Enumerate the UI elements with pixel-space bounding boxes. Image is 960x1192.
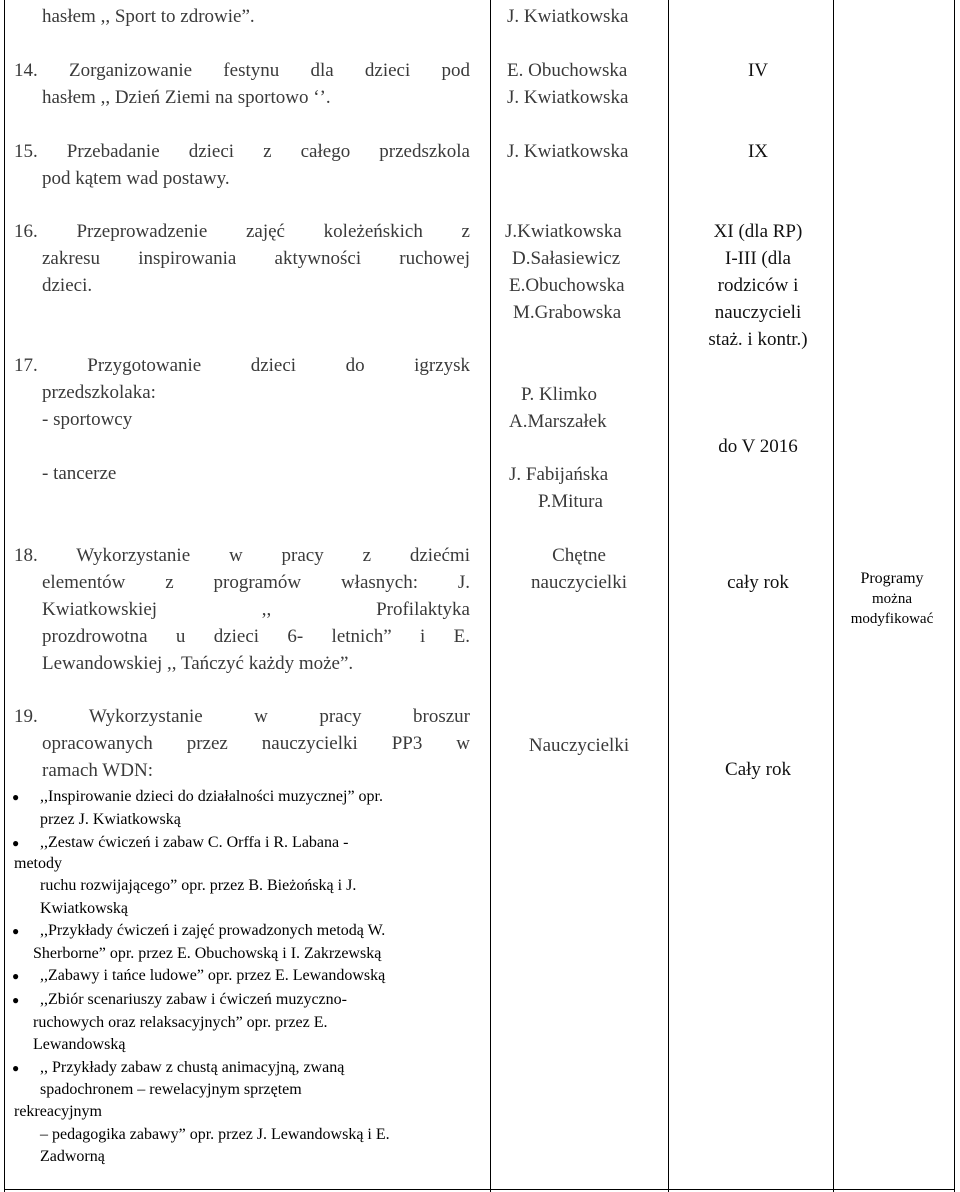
- item-text: - tancerze: [42, 463, 117, 484]
- bullet-item-cont: Sherborne” opr. przez E. Obuchowską i I. Zakrzewską: [33, 945, 382, 962]
- item-text: pod kątem wad postawy.: [42, 168, 230, 189]
- bullet-item-cont: spadochronem – rewelacyjnym sprzętem: [40, 1081, 302, 1098]
- responsible-person: nauczycielki: [530, 572, 627, 593]
- responsible-person: M.Grabowska: [513, 302, 622, 323]
- item-text: 14. Zorganizowanie festynu dla dzieci pod: [14, 60, 470, 81]
- term-text: staż. i kontr.): [708, 329, 808, 350]
- responsible-person: E. Obuchowska: [507, 60, 628, 81]
- term-text: cały rok: [727, 572, 789, 593]
- term-text: IX: [747, 141, 769, 162]
- note-text: można: [872, 591, 912, 607]
- table-border-left: [4, 0, 5, 1192]
- responsible-person: E.Obuchowska: [509, 275, 625, 296]
- responsible-person: J.Kwiatkowska: [505, 221, 622, 242]
- item-text: 19. Wykorzystanie w pracy broszur: [14, 706, 470, 727]
- bullet-item-cont: – pedagogika zabawy” opr. przez J. Lewandowską i E.: [40, 1126, 390, 1143]
- item-text: ramach WDN:: [42, 760, 153, 781]
- bullet-item: ● ,, Przykłady zabaw z chustą animacyjną, zwaną: [40, 1056, 344, 1079]
- table-border-right: [954, 0, 955, 1192]
- responsible-person: A.Marszałek: [509, 411, 607, 432]
- bullet-item-cont: Kwiatkowską: [40, 900, 128, 917]
- term-text: IV: [747, 60, 769, 81]
- item-text: 15. Przebadanie dzieci z całego przedszkola: [14, 141, 470, 162]
- item-text: elementów z programów własnych: J.: [42, 572, 470, 593]
- responsible-person: Chętne: [552, 545, 606, 566]
- term-text: XI (dla RP): [713, 221, 803, 242]
- item-text: Lewandowskiej ,, Tańczyć każdy może”.: [42, 653, 354, 674]
- item-text: dzieci.: [42, 275, 93, 296]
- bullet-item-cont: ruchowych oraz relaksacyjnych” opr. przez E.: [33, 1014, 328, 1031]
- table-border-bottom: [4, 1189, 955, 1190]
- note-text: modyfikować: [850, 611, 934, 627]
- note-text: Programy: [860, 570, 924, 587]
- bullet-item: ● ,,Zestaw ćwiczeń i zabaw C. Orffa i R. Labana -: [40, 831, 348, 854]
- bullet-item-cont: Lewandowską: [33, 1036, 126, 1053]
- item-text: 17. Przygotowanie dzieci do igrzysk: [14, 355, 470, 376]
- item-text: hasłem ,, Dzień Ziemi na sportowo ‘’.: [42, 87, 331, 108]
- item-text: opracowanych przez nauczycielki PP3 w: [42, 733, 470, 754]
- responsible-person: D.Sałasiewicz: [512, 248, 621, 269]
- term-text: Cały rok: [725, 759, 791, 780]
- responsible-person: J. Fabijańska: [509, 464, 609, 485]
- bullet-item: ● ,,Inspirowanie dzieci do działalności muzycznej” opr.: [40, 785, 383, 808]
- item-text: hasłem ,, Sport to zdrowie”.: [42, 6, 255, 27]
- bullet-item-cont: ruchu rozwijającego” opr. przez B. Bieżońską i J.: [40, 877, 357, 894]
- item-text: zakresu inspirowania aktywności ruchowej: [42, 248, 470, 269]
- term-text: rodziców i: [717, 275, 799, 296]
- item-text: 16. Przeprowadzenie zajęć koleżeńskich z: [14, 221, 470, 242]
- responsible-person: Nauczycielki: [528, 735, 630, 756]
- bullet-item-cont: przez J. Kwiatkowską: [40, 811, 181, 828]
- bullet-item-cont: rekreacyjnym: [14, 1103, 102, 1120]
- responsible-person: J. Kwiatkowska: [507, 6, 629, 27]
- bullet-item-cont: metody: [14, 855, 62, 872]
- bullet-item: ● ,,Przykłady ćwiczeń i zajęć prowadzonych metodą W.: [40, 919, 385, 942]
- term-text: I-III (dla: [725, 248, 791, 269]
- bullet-item-cont: Zadworną: [40, 1148, 105, 1165]
- term-text: nauczycieli: [714, 302, 802, 323]
- responsible-person: J. Kwiatkowska: [507, 87, 629, 108]
- responsible-person: P. Klimko: [521, 384, 598, 405]
- item-text: prozdrowotna u dzieci 6- letnich” i E.: [42, 626, 470, 647]
- item-text: Kwiatkowskiej ,, Profilaktyka: [42, 599, 470, 620]
- item-text: - sportowcy: [42, 409, 133, 430]
- column-divider: [668, 0, 669, 1192]
- bullet-item: ● ,,Zbiór scenariuszy zabaw i ćwiczeń muzyczno-: [40, 988, 347, 1011]
- bullet-item: ● ,,Zabawy i tańce ludowe” opr. przez E. Lewandowską: [40, 964, 385, 987]
- item-text: przedszkolaka:: [42, 382, 156, 403]
- column-divider: [490, 0, 491, 1192]
- responsible-person: P.Mitura: [538, 491, 603, 512]
- item-text: 18. Wykorzystanie w pracy z dziećmi: [14, 545, 470, 566]
- responsible-person: J. Kwiatkowska: [507, 141, 629, 162]
- term-text: do V 2016: [718, 436, 798, 457]
